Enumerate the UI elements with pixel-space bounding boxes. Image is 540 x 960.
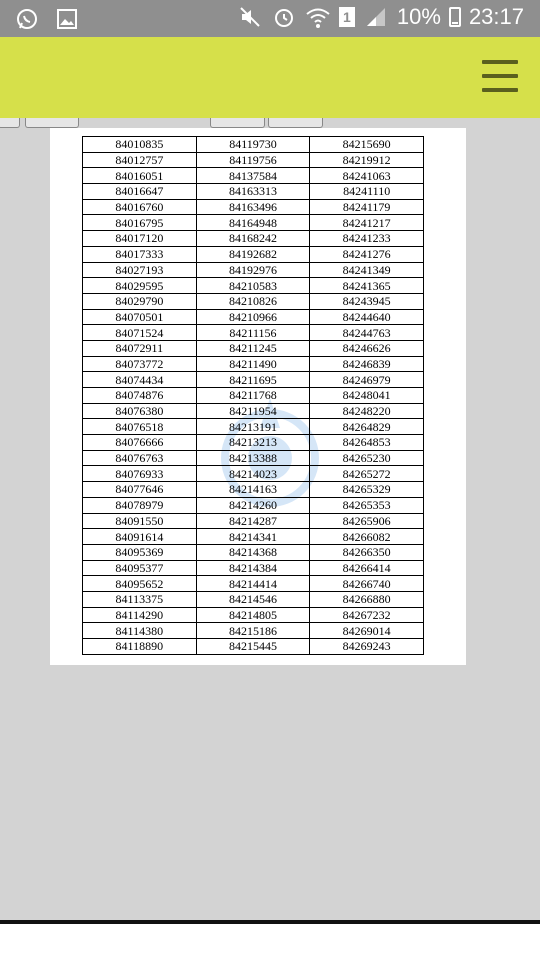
table-cell: 84241110: [310, 184, 424, 200]
table-row: [83, 591, 424, 607]
table-cell: 84114380: [83, 623, 197, 639]
table-cell: 84266414: [310, 560, 424, 576]
table-row: [83, 388, 424, 404]
table-cell: 84266880: [310, 591, 424, 607]
hamburger-menu-icon[interactable]: [482, 60, 518, 92]
table-row: [83, 466, 424, 482]
table-cell: 84076380: [83, 403, 197, 419]
table-row: [83, 231, 424, 247]
table-cell: 84211695: [196, 372, 310, 388]
table-cell: 84119730: [196, 137, 310, 153]
table-cell: 84076518: [83, 419, 197, 435]
table-cell: 84241365: [310, 278, 424, 294]
table-cell: 84119756: [196, 152, 310, 168]
table-row: [83, 450, 424, 466]
table-cell: 84211245: [196, 340, 310, 356]
table-row: [83, 482, 424, 498]
table-row: [83, 403, 424, 419]
table-cell: 84241217: [310, 215, 424, 231]
table-cell: 84214260: [196, 497, 310, 513]
battery-percentage: 10%: [396, 4, 441, 29]
wifi-icon: [305, 4, 331, 30]
table-cell: 84265353: [310, 497, 424, 513]
table-cell: 84214414: [196, 576, 310, 592]
table-cell: 84241233: [310, 231, 424, 247]
table-cell: 84265906: [310, 513, 424, 529]
table-row: [83, 544, 424, 560]
table-row: [83, 215, 424, 231]
table-cell: 84074876: [83, 388, 197, 404]
table-cell: 84215445: [196, 639, 310, 655]
table-cell: 84210966: [196, 309, 310, 325]
table-cell: 84244763: [310, 325, 424, 341]
table-cell: 84091614: [83, 529, 197, 545]
table-cell: 84264829: [310, 419, 424, 435]
alarm-icon: [271, 4, 297, 30]
toolbar-button-3[interactable]: [210, 118, 265, 128]
document-page: [50, 128, 466, 665]
table-cell: 84269243: [310, 639, 424, 655]
table-row: [83, 419, 424, 435]
table-cell: 84210826: [196, 293, 310, 309]
table-cell: 84095652: [83, 576, 197, 592]
table-cell: 84211156: [196, 325, 310, 341]
table-cell: 84244640: [310, 309, 424, 325]
number-table: [82, 136, 424, 655]
table-cell: 84241349: [310, 262, 424, 278]
table-row: [83, 262, 424, 278]
table-row: [83, 246, 424, 262]
table-cell: 84016795: [83, 215, 197, 231]
mute-icon: [237, 4, 263, 30]
table-cell: 84214368: [196, 544, 310, 560]
whatsapp-icon: [14, 6, 40, 32]
table-row: [83, 293, 424, 309]
table-cell: 84266082: [310, 529, 424, 545]
table-cell: 84265272: [310, 466, 424, 482]
table-cell: 84215690: [310, 137, 424, 153]
table-cell: 84269014: [310, 623, 424, 639]
table-cell: 84214287: [196, 513, 310, 529]
table-cell: 84016760: [83, 199, 197, 215]
table-cell: 84074434: [83, 372, 197, 388]
table-cell: 84241063: [310, 168, 424, 184]
table-row: [83, 607, 424, 623]
table-cell: 84027193: [83, 262, 197, 278]
table-cell: 84266740: [310, 576, 424, 592]
table-cell: 84076763: [83, 450, 197, 466]
table-cell: 84214023: [196, 466, 310, 482]
sim-icon: 1: [339, 7, 355, 27]
toolbar-button-2[interactable]: [25, 118, 79, 128]
table-cell: 84076666: [83, 435, 197, 451]
table-cell: 84219912: [310, 152, 424, 168]
table-cell: 84118890: [83, 639, 197, 655]
table-cell: 84016647: [83, 184, 197, 200]
clock: 23:17: [468, 4, 524, 29]
table-cell: 84267232: [310, 607, 424, 623]
table-cell: 84210583: [196, 278, 310, 294]
table-cell: 84091550: [83, 513, 197, 529]
table-row: [83, 372, 424, 388]
table-cell: 84246979: [310, 372, 424, 388]
table-cell: 84192682: [196, 246, 310, 262]
toolbar-button-1[interactable]: [0, 118, 20, 128]
table-cell: 84070501: [83, 309, 197, 325]
table-row: [83, 184, 424, 200]
table-cell: 84241276: [310, 246, 424, 262]
table-cell: 84114290: [83, 607, 197, 623]
table-row: [83, 529, 424, 545]
table-cell: 84214805: [196, 607, 310, 623]
table-cell: 84192976: [196, 262, 310, 278]
table-row: [83, 309, 424, 325]
table-cell: 84010835: [83, 137, 197, 153]
table-cell: 84077646: [83, 482, 197, 498]
table-row: [83, 623, 424, 639]
status-bar: [0, 0, 540, 37]
table-row: [83, 340, 424, 356]
table-cell: 84078979: [83, 497, 197, 513]
table-row: [83, 137, 424, 153]
signal-icon: [363, 4, 389, 30]
table-cell: 84095369: [83, 544, 197, 560]
table-cell: 84266350: [310, 544, 424, 560]
gallery-icon: [54, 6, 80, 32]
table-cell: 84164948: [196, 215, 310, 231]
table-cell: 84029790: [83, 293, 197, 309]
table-row: [83, 435, 424, 451]
table-cell: 84243945: [310, 293, 424, 309]
table-row: [83, 168, 424, 184]
table-cell: 84168242: [196, 231, 310, 247]
table-cell: 84214163: [196, 482, 310, 498]
table-cell: 84214546: [196, 591, 310, 607]
table-cell: 84214384: [196, 560, 310, 576]
table-cell: 84016051: [83, 168, 197, 184]
table-cell: 84012757: [83, 152, 197, 168]
bottom-content-area: [0, 924, 540, 960]
table-row: [83, 513, 424, 529]
table-cell: 84211490: [196, 356, 310, 372]
table-cell: 84163496: [196, 199, 310, 215]
table-row: [83, 639, 424, 655]
table-cell: 84215186: [196, 623, 310, 639]
table-row: [83, 325, 424, 341]
table-row: [83, 576, 424, 592]
table-cell: 84017333: [83, 246, 197, 262]
table-row: [83, 199, 424, 215]
app-bar: [0, 37, 540, 118]
table-cell: 84265230: [310, 450, 424, 466]
table-row: [83, 356, 424, 372]
table-cell: 84071524: [83, 325, 197, 341]
table-cell: 84246626: [310, 340, 424, 356]
table-cell: 84029595: [83, 278, 197, 294]
table-cell: 84073772: [83, 356, 197, 372]
table-row: [83, 278, 424, 294]
table-cell: 84213213: [196, 435, 310, 451]
table-cell: 84213388: [196, 450, 310, 466]
table-cell: 84264853: [310, 435, 424, 451]
table-cell: 84211768: [196, 388, 310, 404]
table-cell: 84248220: [310, 403, 424, 419]
toolbar-button-4[interactable]: [268, 118, 323, 128]
table-cell: 84137584: [196, 168, 310, 184]
table-cell: 84248041: [310, 388, 424, 404]
table-cell: 84095377: [83, 560, 197, 576]
table-cell: 84265329: [310, 482, 424, 498]
table-cell: 84017120: [83, 231, 197, 247]
table-row: [83, 152, 424, 168]
table-cell: 84072911: [83, 340, 197, 356]
table-cell: 84213191: [196, 419, 310, 435]
table-cell: 84241179: [310, 199, 424, 215]
battery-icon: [449, 7, 461, 27]
table-cell: 84246839: [310, 356, 424, 372]
table-row: [83, 560, 424, 576]
table-row: [83, 497, 424, 513]
table-cell: 84163313: [196, 184, 310, 200]
table-cell: 84211954: [196, 403, 310, 419]
table-cell: 84113375: [83, 591, 197, 607]
table-cell: 84214341: [196, 529, 310, 545]
table-cell: 84076933: [83, 466, 197, 482]
